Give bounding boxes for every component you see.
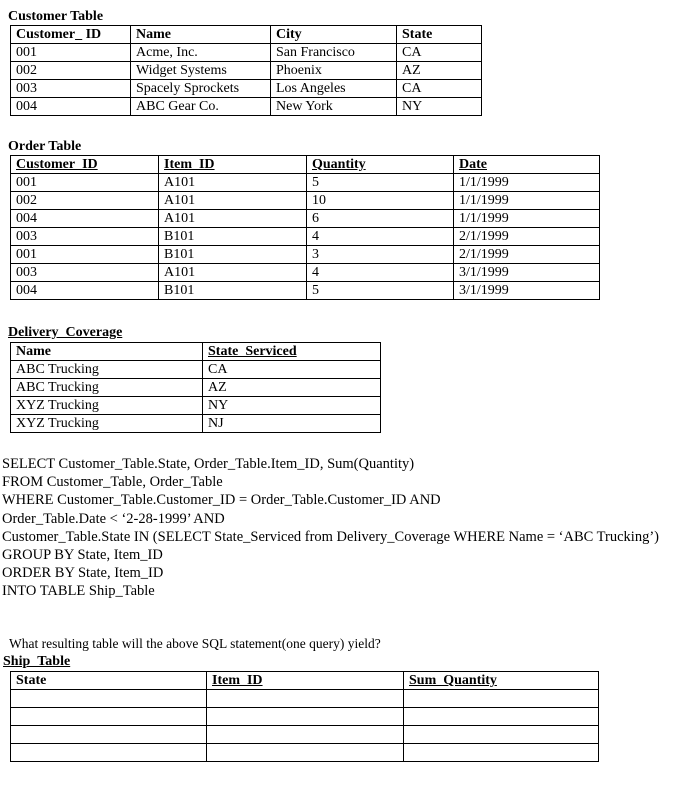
table-row bbox=[11, 174, 600, 192]
blank-cell bbox=[404, 690, 599, 708]
table-cell: B101 bbox=[159, 246, 307, 264]
sql-statement bbox=[2, 455, 672, 601]
table-cell: ABC Trucking bbox=[11, 379, 203, 397]
table-row bbox=[11, 246, 600, 264]
table-row bbox=[11, 282, 600, 300]
table-row bbox=[11, 98, 482, 116]
blank-cell bbox=[11, 726, 207, 744]
table-cell: 6 bbox=[307, 210, 454, 228]
blank-cell bbox=[207, 726, 404, 744]
delivery-coverage-table bbox=[10, 342, 381, 433]
customer-table-title: Customer Table bbox=[8, 9, 104, 24]
table-cell: 004 bbox=[11, 210, 159, 228]
col-name: Name bbox=[131, 26, 271, 44]
sql-line: FROM Customer_Table, Order_Table bbox=[2, 474, 223, 491]
table-cell: 3 bbox=[307, 246, 454, 264]
ship-table-title: Ship_Table bbox=[3, 654, 71, 669]
col-state: State bbox=[11, 672, 207, 690]
table-cell: San Francisco bbox=[271, 44, 397, 62]
blank-row bbox=[11, 690, 599, 708]
sql-line: GROUP BY State, Item_ID bbox=[2, 547, 163, 564]
order-table-header bbox=[11, 156, 600, 174]
table-cell: 4 bbox=[307, 228, 454, 246]
sql-line: WHERE Customer_Table.Customer_ID = Order_Table.Customer_ID AND bbox=[2, 492, 441, 509]
table-row bbox=[11, 210, 600, 228]
col-item-id: Item_ID bbox=[159, 156, 307, 174]
table-cell: 2/1/1999 bbox=[454, 228, 600, 246]
blank-cell bbox=[207, 690, 404, 708]
customer-table-header bbox=[11, 26, 482, 44]
table-cell: AZ bbox=[397, 62, 482, 80]
table-row bbox=[11, 44, 482, 62]
col-state-serviced: State_Serviced bbox=[203, 343, 381, 361]
col-date: Date bbox=[454, 156, 600, 174]
table-cell: 5 bbox=[307, 174, 454, 192]
sql-line: SELECT Customer_Table.State, Order_Table.Item_ID, Sum(Quantity) bbox=[2, 456, 415, 472]
col-sum-quantity: Sum_Quantity bbox=[404, 672, 599, 690]
col-name: Name bbox=[11, 343, 203, 361]
col-item-id: Item_ID bbox=[207, 672, 404, 690]
table-row bbox=[11, 192, 600, 210]
table-row bbox=[11, 80, 482, 98]
table-cell: NY bbox=[397, 98, 482, 116]
table-row bbox=[11, 415, 381, 433]
table-cell: 2/1/1999 bbox=[454, 246, 600, 264]
table-row bbox=[11, 228, 600, 246]
blank-cell bbox=[404, 708, 599, 726]
table-cell: 001 bbox=[11, 44, 131, 62]
blank-cell bbox=[404, 726, 599, 744]
table-cell: A101 bbox=[159, 210, 307, 228]
table-cell: 1/1/1999 bbox=[454, 174, 600, 192]
sql-line: Customer_Table.State IN (SELECT State_Serviced from Delivery_Coverage WHERE Name = ‘ABC Trucking’) bbox=[2, 528, 659, 545]
col-quantity: Quantity bbox=[307, 156, 454, 174]
blank-row bbox=[11, 726, 599, 744]
table-cell: XYZ Trucking bbox=[11, 397, 203, 415]
table-row bbox=[11, 264, 600, 282]
table-cell: ABC Trucking bbox=[11, 361, 203, 379]
table-cell: A101 bbox=[159, 264, 307, 282]
table-cell: 003 bbox=[11, 264, 159, 282]
table-cell: Los Angeles bbox=[271, 80, 397, 98]
table-cell: 002 bbox=[11, 192, 159, 210]
table-cell: XYZ Trucking bbox=[11, 415, 203, 433]
table-cell: 002 bbox=[11, 62, 131, 80]
table-cell: CA bbox=[203, 361, 381, 379]
order-table bbox=[10, 155, 600, 300]
customer-table bbox=[10, 25, 482, 116]
sql-line: Order_Table.Date < ‘2-28-1999’ AND bbox=[2, 510, 225, 527]
table-cell: 3/1/1999 bbox=[454, 264, 600, 282]
table-row bbox=[11, 379, 381, 397]
table-row bbox=[11, 361, 381, 379]
table-row bbox=[11, 397, 381, 415]
table-cell: 001 bbox=[11, 174, 159, 192]
table-row bbox=[11, 62, 482, 80]
table-cell: New York bbox=[271, 98, 397, 116]
table-cell: 4 bbox=[307, 264, 454, 282]
question-text: What resulting table will the above SQL statement(one query) yield? bbox=[9, 636, 381, 651]
table-cell: A101 bbox=[159, 192, 307, 210]
blank-cell bbox=[11, 690, 207, 708]
table-cell: Spacely Sprockets bbox=[131, 80, 271, 98]
table-cell: 10 bbox=[307, 192, 454, 210]
table-cell: CA bbox=[397, 44, 482, 62]
table-cell: ABC Gear Co. bbox=[131, 98, 271, 116]
table-cell: NJ bbox=[203, 415, 381, 433]
table-cell: Phoenix bbox=[271, 62, 397, 80]
blank-cell bbox=[11, 708, 207, 726]
table-cell: 004 bbox=[11, 282, 159, 300]
col-customer-id: Customer_ ID bbox=[11, 26, 131, 44]
table-cell: B101 bbox=[159, 282, 307, 300]
order-table-title: Order Table bbox=[8, 139, 82, 154]
table-cell: AZ bbox=[203, 379, 381, 397]
table-cell: Widget Systems bbox=[131, 62, 271, 80]
blank-cell bbox=[207, 744, 404, 762]
blank-cell bbox=[11, 744, 207, 762]
table-cell: 004 bbox=[11, 98, 131, 116]
col-city: City bbox=[271, 26, 397, 44]
table-cell: 003 bbox=[11, 228, 159, 246]
delivery-coverage-title: Delivery_Coverage bbox=[8, 325, 123, 340]
table-cell: 5 bbox=[307, 282, 454, 300]
sql-line: INTO TABLE Ship_Table bbox=[2, 583, 155, 600]
table-cell: 001 bbox=[11, 246, 159, 264]
delivery-coverage-header bbox=[11, 343, 381, 361]
ship-table bbox=[10, 671, 599, 762]
sql-line: ORDER BY State, Item_ID bbox=[2, 565, 164, 582]
table-cell: CA bbox=[397, 80, 482, 98]
table-cell: 1/1/1999 bbox=[454, 210, 600, 228]
table-cell: Acme, Inc. bbox=[131, 44, 271, 62]
table-cell: 3/1/1999 bbox=[454, 282, 600, 300]
blank-cell bbox=[404, 744, 599, 762]
blank-row bbox=[11, 708, 599, 726]
table-cell: NY bbox=[203, 397, 381, 415]
ship-table-header bbox=[11, 672, 599, 690]
table-cell: B101 bbox=[159, 228, 307, 246]
blank-cell bbox=[207, 708, 404, 726]
table-cell: 1/1/1999 bbox=[454, 192, 600, 210]
table-cell: 003 bbox=[11, 80, 131, 98]
col-customer-id: Customer_ID bbox=[11, 156, 159, 174]
table-cell: A101 bbox=[159, 174, 307, 192]
col-state: State bbox=[397, 26, 482, 44]
blank-row bbox=[11, 744, 599, 762]
